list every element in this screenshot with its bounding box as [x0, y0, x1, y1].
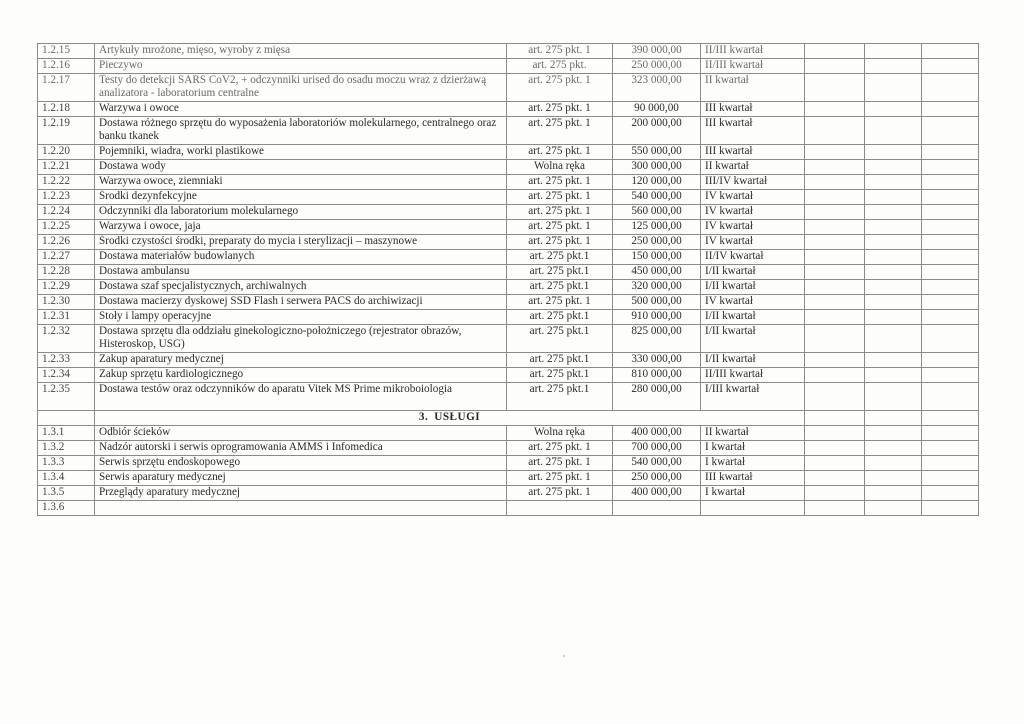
- estimated-value: 330 000,00: [613, 353, 701, 368]
- estimated-value: 810 000,00: [613, 368, 701, 383]
- empty-cell: [865, 145, 922, 160]
- estimated-value: 400 000,00: [613, 486, 701, 501]
- item-number: 1.3.1: [38, 426, 95, 441]
- empty-cell: [805, 160, 865, 175]
- item-description: Zakup aparatury medycznej: [95, 353, 507, 368]
- estimated-value: 280 000,00: [613, 383, 701, 411]
- item-number: 1.2.16: [38, 59, 95, 74]
- empty-cell: [922, 117, 979, 145]
- planned-quarter: [701, 501, 805, 516]
- procurement-mode: art. 275 pkt. 1: [507, 471, 613, 486]
- empty-cell: [805, 280, 865, 295]
- empty-cell: [865, 426, 922, 441]
- item-description: Dostawa testów oraz odczynników do aparatu Vitek MS Prime mikroboiologia: [95, 383, 507, 411]
- table-row: [38, 456, 979, 471]
- empty-cell: [865, 205, 922, 220]
- empty-cell: [805, 368, 865, 383]
- estimated-value: 910 000,00: [613, 310, 701, 325]
- planned-quarter: II/IV kwartał: [701, 250, 805, 265]
- empty-cell: [865, 265, 922, 280]
- item-number: 1.2.34: [38, 368, 95, 383]
- planned-quarter: I/II kwartał: [701, 310, 805, 325]
- item-description: Dostawa sprzętu dla oddziału ginekologiczno-położniczego (rejestrator obrazów, Histeroskop, USG): [95, 325, 507, 353]
- item-number: 1.2.30: [38, 295, 95, 310]
- empty-cell: [805, 441, 865, 456]
- item-number: 1.2.24: [38, 205, 95, 220]
- empty-cell: [805, 74, 865, 102]
- item-number: 1.2.29: [38, 280, 95, 295]
- services-rows: [38, 426, 979, 516]
- planned-quarter: IV kwartał: [701, 235, 805, 250]
- empty-cell: [805, 383, 865, 411]
- empty-cell: [805, 59, 865, 74]
- table-row: [38, 310, 979, 325]
- procurement-mode: art. 275 pkt. 1: [507, 441, 613, 456]
- item-description: Dostawa różnego sprzętu do wyposażenia laboratoriów molekularnego, centralnego oraz banku tkanek: [95, 117, 507, 145]
- item-description: Warzywa i owoce, jaja: [95, 220, 507, 235]
- planned-quarter: II kwartał: [701, 426, 805, 441]
- item-number: 1.3.3: [38, 456, 95, 471]
- empty-cell: [865, 486, 922, 501]
- item-number: 1.2.35: [38, 383, 95, 411]
- empty-cell: [922, 220, 979, 235]
- procurement-mode: art. 275 pkt.1: [507, 353, 613, 368]
- procurement-mode: art. 275 pkt. 1: [507, 102, 613, 117]
- table-row: [38, 353, 979, 368]
- empty-cell: [805, 117, 865, 145]
- empty-cell: [922, 44, 979, 59]
- item-description: Pojemniki, wiadra, worki plastikowe: [95, 145, 507, 160]
- table-row: [38, 501, 979, 516]
- empty-cell: [922, 295, 979, 310]
- section-title: [95, 411, 805, 426]
- planned-quarter: I/II kwartał: [701, 280, 805, 295]
- empty-cell: [865, 175, 922, 190]
- item-description: Stoły i lampy operacyjne: [95, 310, 507, 325]
- item-description: Serwis aparatury medycznej: [95, 471, 507, 486]
- procurement-mode: art. 275 pkt.1: [507, 310, 613, 325]
- table-row: [38, 471, 979, 486]
- item-number: 1.2.28: [38, 265, 95, 280]
- empty-cell: [865, 44, 922, 59]
- item-number: 1.2.23: [38, 190, 95, 205]
- item-number: 1.3.5: [38, 486, 95, 501]
- empty-cell: [865, 368, 922, 383]
- item-number: 1.2.21: [38, 160, 95, 175]
- item-number: 1.2.26: [38, 235, 95, 250]
- estimated-value: 250 000,00: [613, 471, 701, 486]
- empty-cell: [865, 441, 922, 456]
- item-description: Odczynniki dla laboratorium molekularnego: [95, 205, 507, 220]
- table-row: [38, 145, 979, 160]
- item-number: 1.2.15: [38, 44, 95, 59]
- empty-cell: [805, 205, 865, 220]
- empty-cell: [865, 250, 922, 265]
- table-row: [38, 74, 979, 102]
- empty-cell: [865, 383, 922, 411]
- item-description: Serwis sprzętu endoskopowego: [95, 456, 507, 471]
- procurement-mode: art. 275 pkt. 1: [507, 205, 613, 220]
- empty-cell: [805, 250, 865, 265]
- empty-cell: [865, 160, 922, 175]
- item-description: Dostawa materiałów budowlanych: [95, 250, 507, 265]
- estimated-value: 540 000,00: [613, 456, 701, 471]
- item-number: 1.2.22: [38, 175, 95, 190]
- empty-cell: [865, 325, 922, 353]
- item-description: Warzywa i owoce: [95, 102, 507, 117]
- empty-cell: [922, 471, 979, 486]
- empty-cell: [922, 250, 979, 265]
- item-description: Odbiór ścieków: [95, 426, 507, 441]
- procurement-mode: art. 275 pkt.1: [507, 280, 613, 295]
- table-row: [38, 205, 979, 220]
- item-description: Dostawa szaf specjalistycznych, archiwalnych: [95, 280, 507, 295]
- procurement-mode: art. 275 pkt. 1: [507, 190, 613, 205]
- item-description: Środki dezynfekcyjne: [95, 190, 507, 205]
- table-row: [38, 441, 979, 456]
- empty-cell: [805, 501, 865, 516]
- planned-quarter: II/III kwartał: [701, 59, 805, 74]
- empty-cell: [922, 441, 979, 456]
- empty-cell: [865, 235, 922, 250]
- item-description: Testy do detekcji SARS CoV2, + odczynniki urised do osadu moczu wraz z dzierżawą analizatora - laboratorium centralne: [95, 74, 507, 102]
- empty-cell: [805, 220, 865, 235]
- table-row: [38, 368, 979, 383]
- item-description: Dostawa macierzy dyskowej SSD Flash i serwera PACS do archiwizacji: [95, 295, 507, 310]
- item-number: 1.2.31: [38, 310, 95, 325]
- empty-cell: [865, 471, 922, 486]
- estimated-value: 560 000,00: [613, 205, 701, 220]
- empty-cell: [922, 325, 979, 353]
- empty-cell: [805, 486, 865, 501]
- planned-quarter: IV kwartał: [701, 295, 805, 310]
- estimated-value: 500 000,00: [613, 295, 701, 310]
- empty-cell: [805, 265, 865, 280]
- item-number: 1.2.25: [38, 220, 95, 235]
- procurement-mode: art. 275 pkt.1: [507, 250, 613, 265]
- empty-cell: [922, 310, 979, 325]
- table-row: [38, 220, 979, 235]
- empty-cell: [922, 59, 979, 74]
- section-row: [38, 411, 979, 426]
- table-row: [38, 175, 979, 190]
- empty-cell: [865, 190, 922, 205]
- table-row: [38, 117, 979, 145]
- empty-cell: [865, 117, 922, 145]
- empty-cell: [922, 486, 979, 501]
- procurement-mode: art. 275 pkt.1: [507, 325, 613, 353]
- empty-cell: [922, 102, 979, 117]
- item-number: 1.2.32: [38, 325, 95, 353]
- item-description: Środki czystości środki, preparaty do mycia i sterylizacji – maszynowe: [95, 235, 507, 250]
- planned-quarter: I/III kwartał: [701, 383, 805, 411]
- procurement-mode: art. 275 pkt. 1: [507, 295, 613, 310]
- empty-cell: [805, 456, 865, 471]
- estimated-value: 200 000,00: [613, 117, 701, 145]
- empty-cell: [922, 353, 979, 368]
- procurement-mode: art. 275 pkt. 1: [507, 74, 613, 102]
- table-row: [38, 383, 979, 411]
- planned-quarter: III kwartał: [701, 102, 805, 117]
- estimated-value: 550 000,00: [613, 145, 701, 160]
- table-row: [38, 102, 979, 117]
- table-row: [38, 44, 979, 59]
- planned-quarter: II/III kwartał: [701, 368, 805, 383]
- table-row: [38, 250, 979, 265]
- procurement-mode: art. 275 pkt.1: [507, 368, 613, 383]
- estimated-value: 300 000,00: [613, 160, 701, 175]
- section-header: [38, 411, 979, 426]
- empty-cell: [922, 74, 979, 102]
- estimated-value: 320 000,00: [613, 280, 701, 295]
- table-row: [38, 486, 979, 501]
- table-row: [38, 59, 979, 74]
- empty-cell: [865, 280, 922, 295]
- estimated-value: 540 000,00: [613, 190, 701, 205]
- empty-cell: [922, 501, 979, 516]
- planned-quarter: II kwartał: [701, 160, 805, 175]
- empty-cell: [865, 310, 922, 325]
- planned-quarter: III kwartał: [701, 471, 805, 486]
- procurement-mode: [507, 501, 613, 516]
- empty-cell: [922, 160, 979, 175]
- procurement-mode: art. 275 pkt. 1: [507, 117, 613, 145]
- table-row: [38, 426, 979, 441]
- planned-quarter: III kwartał: [701, 117, 805, 145]
- empty-cell: [922, 368, 979, 383]
- empty-cell: [865, 353, 922, 368]
- estimated-value: 150 000,00: [613, 250, 701, 265]
- item-number: 1.3.2: [38, 441, 95, 456]
- empty-cell: [922, 456, 979, 471]
- estimated-value: 90 000,00: [613, 102, 701, 117]
- planned-quarter: I/II kwartał: [701, 265, 805, 280]
- empty-cell: [805, 471, 865, 486]
- empty-cell: [865, 102, 922, 117]
- item-number: 1.3.6: [38, 501, 95, 516]
- estimated-value: 450 000,00: [613, 265, 701, 280]
- estimated-value: 125 000,00: [613, 220, 701, 235]
- table-row: [38, 265, 979, 280]
- empty-cell: [922, 190, 979, 205]
- procurement-mode: art. 275 pkt. 1: [507, 175, 613, 190]
- empty-cell: [922, 205, 979, 220]
- empty-cell: [865, 295, 922, 310]
- estimated-value: 825 000,00: [613, 325, 701, 353]
- planned-quarter: IV kwartał: [701, 190, 805, 205]
- estimated-value: 400 000,00: [613, 426, 701, 441]
- empty-cell: [922, 383, 979, 411]
- procurement-mode: art. 275 pkt. 1: [507, 44, 613, 59]
- empty-cell: [805, 295, 865, 310]
- planned-quarter: I kwartał: [701, 441, 805, 456]
- empty-cell: [922, 265, 979, 280]
- scan-speck: [563, 655, 565, 657]
- empty-cell: [805, 310, 865, 325]
- empty-cell: [805, 44, 865, 59]
- empty-cell: [805, 325, 865, 353]
- goods-rows: [38, 44, 979, 411]
- item-description: Przeglądy aparatury medycznej: [95, 486, 507, 501]
- empty-cell: [805, 102, 865, 117]
- empty-cell: [805, 353, 865, 368]
- empty-cell: [865, 220, 922, 235]
- table-row: [38, 160, 979, 175]
- empty-cell: [922, 426, 979, 441]
- item-description: [95, 501, 507, 516]
- planned-quarter: III kwartał: [701, 145, 805, 160]
- table-row: [38, 235, 979, 250]
- estimated-value: 323 000,00: [613, 74, 701, 102]
- empty-cell: [865, 74, 922, 102]
- estimated-value: 250 000,00: [613, 235, 701, 250]
- item-description: Warzywa owoce, ziemniaki: [95, 175, 507, 190]
- item-number: 1.2.20: [38, 145, 95, 160]
- empty-cell: [805, 235, 865, 250]
- item-description: Dostawa ambulansu: [95, 265, 507, 280]
- item-description: Zakup sprzętu kardiologicznego: [95, 368, 507, 383]
- procurement-mode: art. 275 pkt. 1: [507, 486, 613, 501]
- empty-cell: [922, 175, 979, 190]
- section-label: USŁUGI: [434, 411, 481, 423]
- planned-quarter: I/II kwartał: [701, 325, 805, 353]
- estimated-value: 250 000,00: [613, 59, 701, 74]
- planned-quarter: IV kwartał: [701, 205, 805, 220]
- item-description: Pieczywo: [95, 59, 507, 74]
- procurement-plan-table: [37, 43, 979, 516]
- procurement-mode: art. 275 pkt.1: [507, 265, 613, 280]
- planned-quarter: III/IV kwartał: [701, 175, 805, 190]
- empty-cell: [865, 456, 922, 471]
- planned-quarter: I/II kwartał: [701, 353, 805, 368]
- procurement-mode: art. 275 pkt.1: [507, 383, 613, 411]
- planned-quarter: IV kwartał: [701, 220, 805, 235]
- procurement-mode: Wolna ręka: [507, 426, 613, 441]
- table-row: [38, 325, 979, 353]
- procurement-mode: art. 275 pkt. 1: [507, 235, 613, 250]
- procurement-mode: Wolna ręka: [507, 160, 613, 175]
- item-number: 1.2.27: [38, 250, 95, 265]
- empty-cell: [922, 280, 979, 295]
- planned-quarter: I kwartał: [701, 486, 805, 501]
- item-description: Artykuły mrożone, mięso, wyroby z mięsa: [95, 44, 507, 59]
- section-number: 3.: [418, 411, 429, 423]
- planned-quarter: II kwartał: [701, 74, 805, 102]
- empty-cell: [922, 235, 979, 250]
- planned-quarter: I kwartał: [701, 456, 805, 471]
- item-number: 1.2.19: [38, 117, 95, 145]
- empty-cell: [805, 190, 865, 205]
- estimated-value: 390 000,00: [613, 44, 701, 59]
- item-number: 1.3.4: [38, 471, 95, 486]
- procurement-mode: art. 275 pkt. 1: [507, 220, 613, 235]
- estimated-value: [613, 501, 701, 516]
- procurement-mode: art. 275 pkt. 1: [507, 456, 613, 471]
- planned-quarter: II/III kwartał: [701, 44, 805, 59]
- empty-cell: [805, 175, 865, 190]
- empty-cell: [922, 145, 979, 160]
- table-row: [38, 280, 979, 295]
- procurement-mode: art. 275 pkt. 1: [507, 145, 613, 160]
- procurement-mode: art. 275 pkt.: [507, 59, 613, 74]
- empty-cell: [865, 59, 922, 74]
- empty-cell: [805, 145, 865, 160]
- item-description: Dostawa wody: [95, 160, 507, 175]
- item-description: Nadzór autorski i serwis oprogramowania AMMS i Infomedica: [95, 441, 507, 456]
- item-number: 1.2.33: [38, 353, 95, 368]
- item-number: 1.2.18: [38, 102, 95, 117]
- empty-cell: [805, 426, 865, 441]
- table-row: [38, 190, 979, 205]
- item-number: 1.2.17: [38, 74, 95, 102]
- estimated-value: 700 000,00: [613, 441, 701, 456]
- empty-cell: [865, 501, 922, 516]
- table-row: [38, 295, 979, 310]
- estimated-value: 120 000,00: [613, 175, 701, 190]
